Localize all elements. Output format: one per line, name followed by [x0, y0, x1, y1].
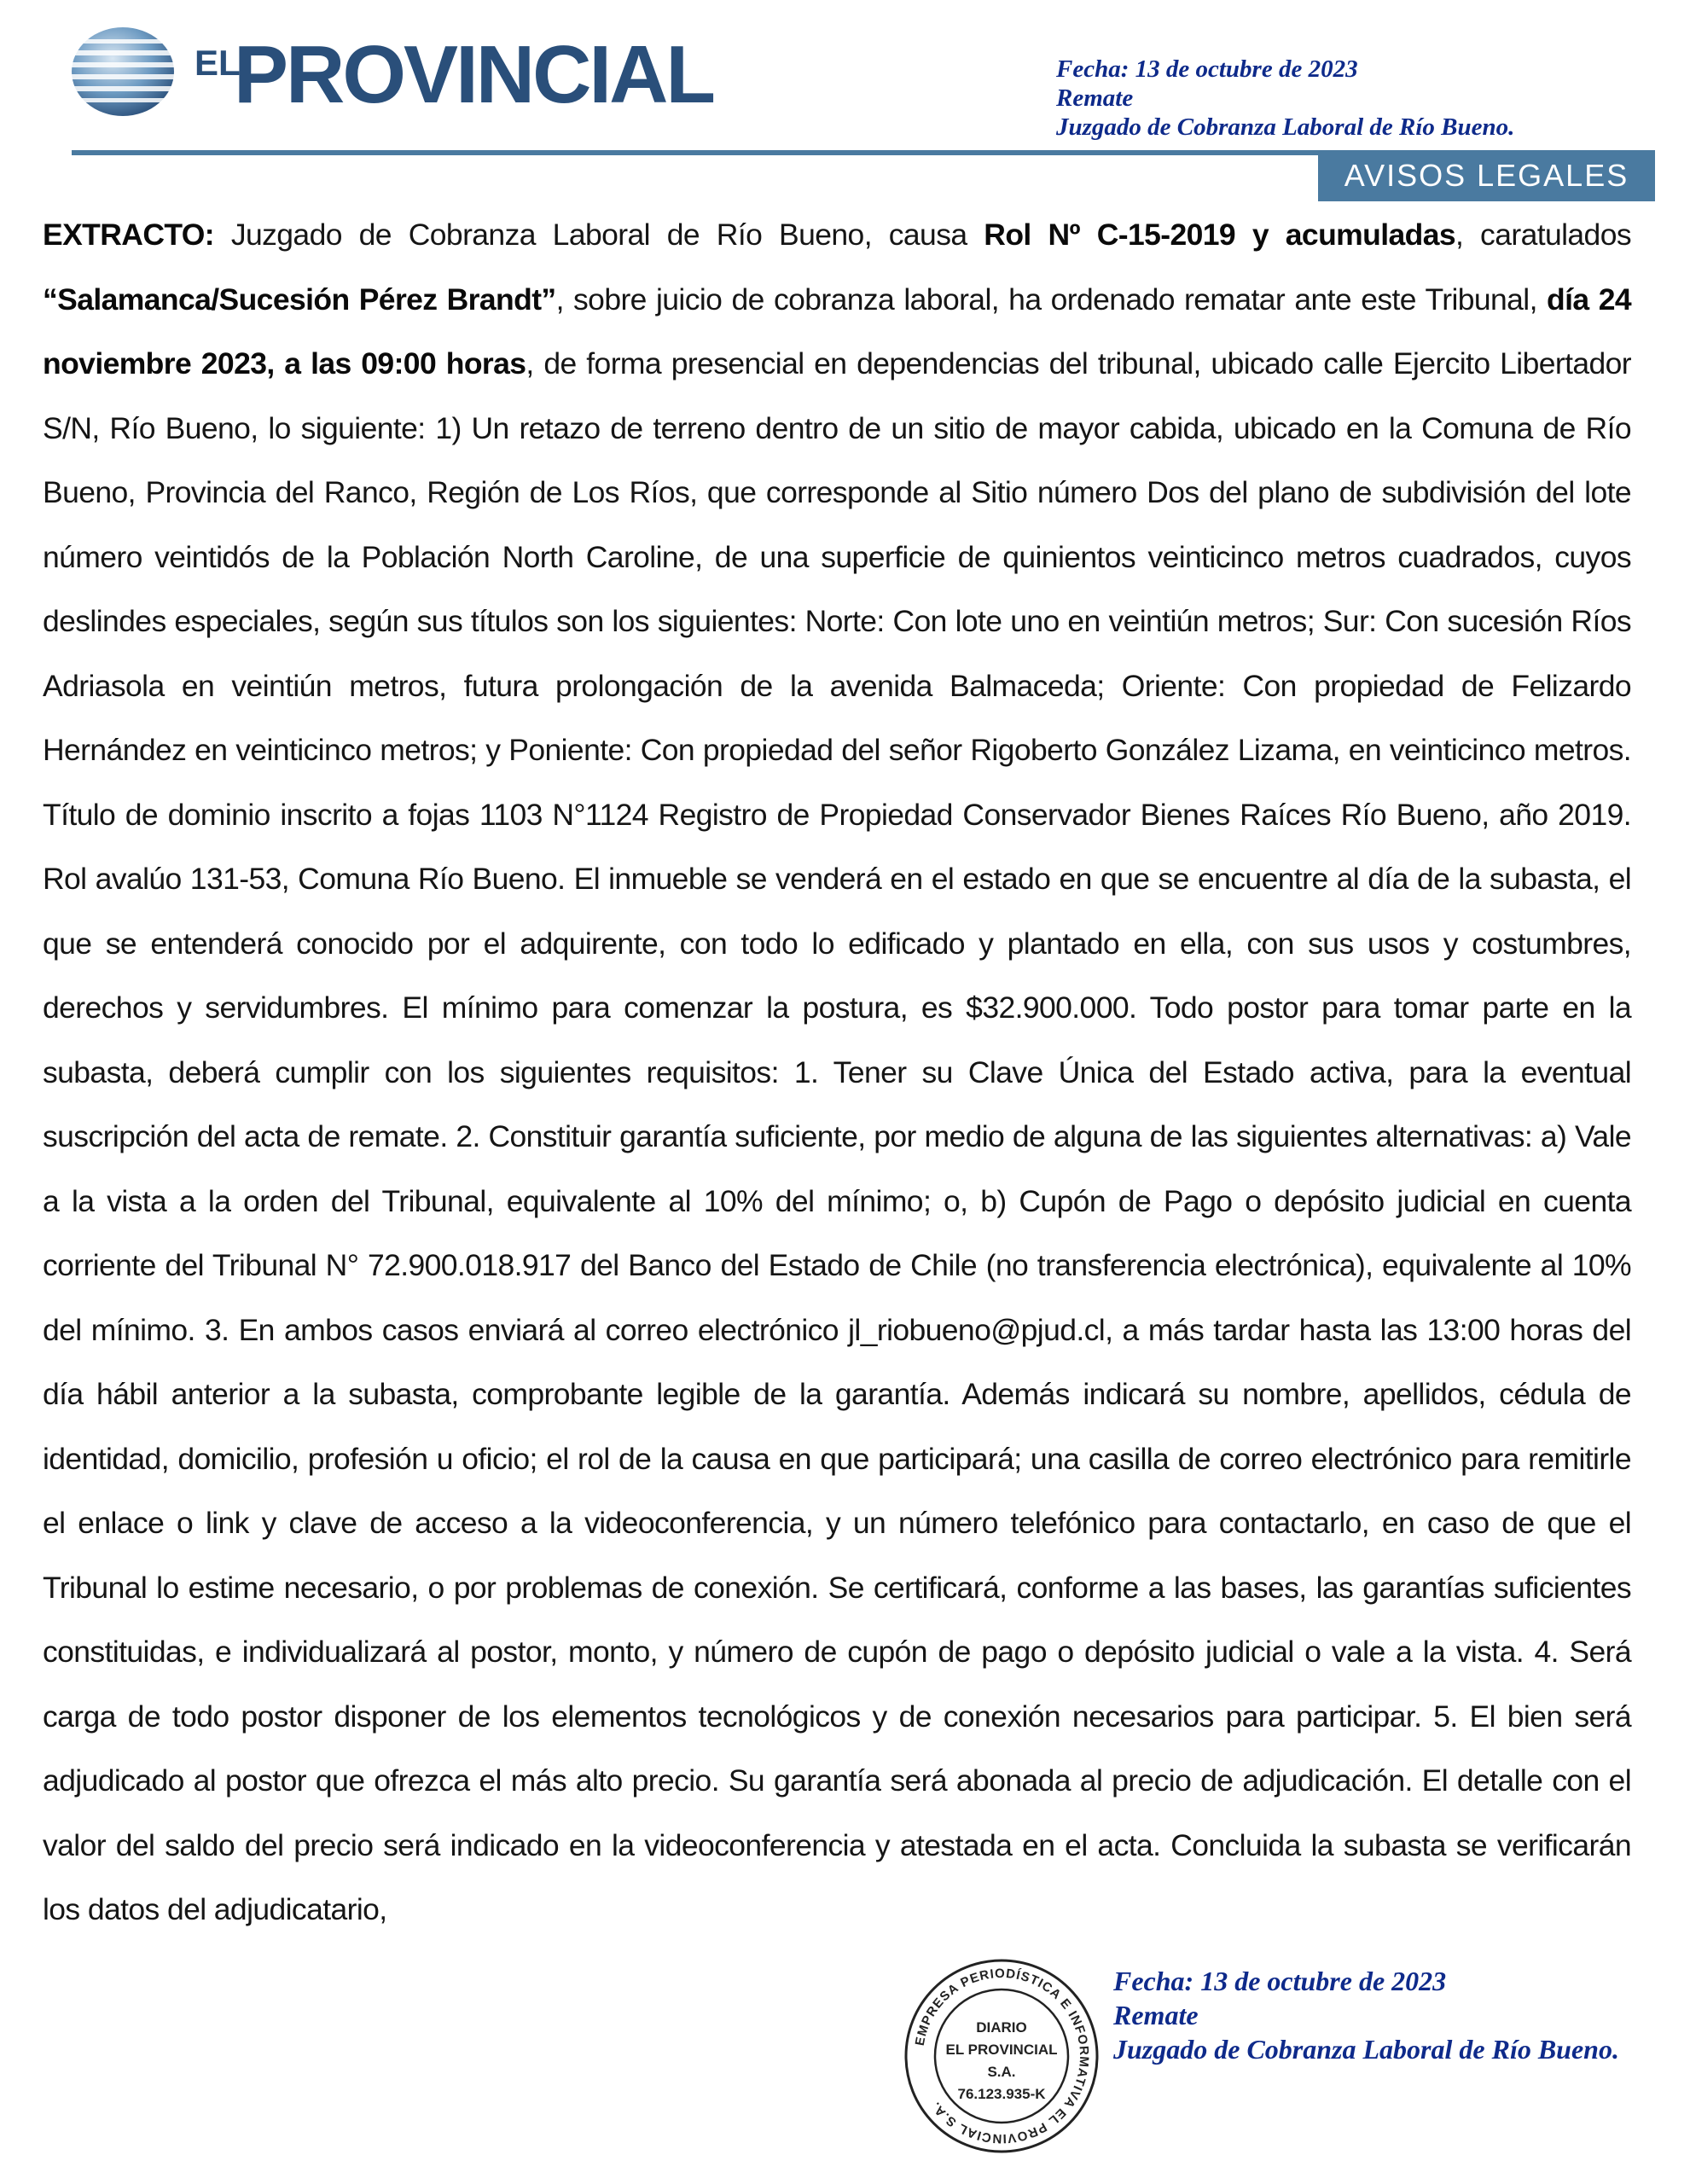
logo-wordmark: PROVINCIAL [234, 29, 714, 120]
auction-date: día 24 noviembre 2023, a las 09:00 horas [43, 282, 1631, 380]
logo-prefix: EL [195, 43, 241, 83]
notice-body [43, 203, 1631, 1943]
case-parties: “Salamanca/Sucesión Pérez Brandt” [43, 282, 556, 317]
header-meta [1056, 55, 1653, 142]
notice-text: , de forma presencial en dependencias del tribunal, ubicado calle Ejercito Libertador S/N, Río Bueno, lo siguiente: 1) Un retazo de terreno dentro de un sitio de mayor cabida, ubicado en la Comuna de Río Bueno, Provincia del Ranco, Región de Los Ríos, que corresponde al Sitio número Dos del plano de subdivisión del lote número veintidós de la Población North Caroline, de una superficie de quinientos veinticinco metros cuadrados, cuyos deslindes especiales, según sus títulos son los siguientes: Norte: Con lote uno en veintiún metros; Sur: Con sucesión Ríos Adriasola en veintiún metros, futura prolongación de la avenida Balmaceda; Oriente: Con propiedad de Felizardo Hernández en veinticinco metros; y Poniente: Con propiedad del señor Rigoberto González Lizama, en veinticinco metros. Título de dominio inscrito a fojas 1103 N°1124 Registro de Propiedad Conservador Bienes Raíces Río Bueno, año 2019. Rol avalúo 131-53, Comuna Río Bueno. El inmueble se venderá en el estado en que se encuentre al día de la subasta, el que se entenderá conocido por el adquirente, con todo lo edificado y plantado en ella, con sus usos y costumbres, derechos y servidumbres. El mínimo para comenzar la postura, es $32.900.000. Todo postor para tomar parte en la subasta, deberá cumplir con los siguientes requisitos: 1. Tener su Clave Única del Estado activa, para la eventual suscripción del acta de remate. 2. Constituir garantía suficiente, por medio de alguna de las siguientes alternativas: a) Vale a la vista a la orden del Tribunal, equivalente al 10% del mínimo; o, b) Cupón de Pago o depósito judicial en cuenta corriente del Tribunal N° 72.900.018.917 del Banco del Estado de Chile (no transferencia electrónica), equivalente al 10% del mínimo. 3. En ambos casos enviará al correo electrónico jl_riobueno@pjud.cl, a más tardar hasta las 13:00 horas del día hábil anterior a la subasta, comprobante legible de la garantía. Además indicará su nombre, apellidos, cédula de identidad, domicilio, profesión u oficio; el rol de la causa en que participará; una casilla de correo electrónico para remitirle el enlace o link y clave de acceso a la videoconferencia, y un número telefónico para contactarlo, en caso de que el Tribunal lo estime necesario, o por problemas de conexión. Se certificará, conforme a las bases, las garantías suficientes constituidas, e individualizará al postor, monto, y número de cupón de pago o depósito judicial o vale a la vista. 4. Será carga de todo postor disponer de los elementos tecnológicos y de conexión necesarios para participar. 5. El bien será adjudicado al postor que ofrezca el más alto precio. Su garantía será abonada al precio de adjudicación. El detalle con el valor del saldo del precio será indicado en la videoconferencia y atestada en el acta. Concluida la subasta se verificarán los datos del adjudicatario, [43, 346, 1631, 1926]
footer-court: Juzgado de Cobranza Laboral de Río Bueno. [1113, 2034, 1619, 2065]
svg-text:S.A.: S.A. [987, 2064, 1016, 2080]
company-seal [899, 1954, 1104, 2158]
footer-notice-type: Remate [1113, 2000, 1199, 2030]
footer-date: Fecha: 13 de octubre de 2023 [1113, 1966, 1447, 1996]
notice-text: , sobre juicio de cobranza laboral, ha ordenado rematar ante este Tribunal, [555, 282, 1548, 317]
newspaper-logo [67, 17, 714, 120]
svg-text:EL PROVINCIAL: EL PROVINCIAL [945, 2042, 1058, 2058]
header-notice-type: Remate [1056, 84, 1134, 112]
svg-text:DIARIO: DIARIO [976, 2019, 1027, 2036]
case-role: Rol Nº C-15-2019 y acumuladas [984, 218, 1455, 252]
notice-lead: EXTRACTO: [43, 218, 215, 252]
globe-icon [67, 24, 186, 119]
header-court: Juzgado de Cobranza Laboral de Río Bueno. [1056, 113, 1515, 141]
svg-text:76.123.935-K: 76.123.935-K [957, 2086, 1046, 2102]
notice-text: Juzgado de Cobranza Laboral de Río Bueno, causa [214, 218, 984, 252]
section-badge: AVISOS LEGALES [1318, 150, 1655, 201]
footer-meta [1113, 1964, 1676, 2066]
header-date: Fecha: 13 de octubre de 2023 [1056, 55, 1358, 83]
notice-text: , caratulados [1455, 218, 1631, 252]
svg-text:EMPRESA PERIODÍSTICA E INFORMA: EMPRESA PERIODÍSTICA E INFORMATIVA EL PROVINCIAL S.A. [912, 1966, 1092, 2146]
